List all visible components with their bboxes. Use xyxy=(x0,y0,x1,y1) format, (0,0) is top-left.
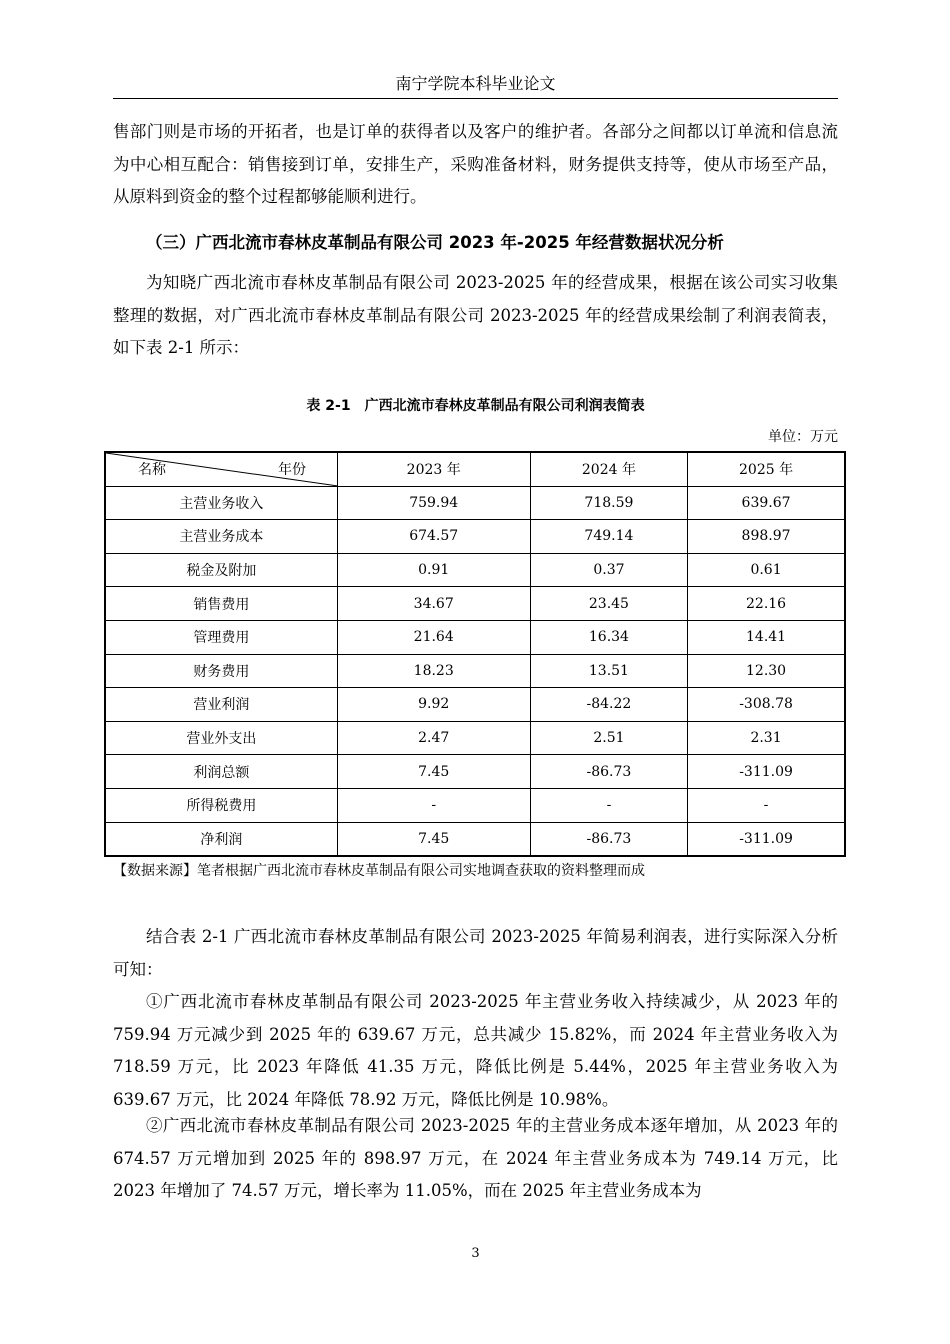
table-header-row xyxy=(105,452,845,486)
cell-value: 2.47 xyxy=(337,721,530,755)
cell-value: 7.45 xyxy=(337,822,530,856)
header-rule xyxy=(113,98,838,99)
table-row xyxy=(105,553,845,587)
cell-value: -311.09 xyxy=(688,822,845,856)
cell-value: -86.73 xyxy=(530,755,687,789)
table-unit: 单位：万元 xyxy=(768,429,838,445)
cell-value: 0.37 xyxy=(530,553,687,587)
paragraph-2: 为知晓广西北流市春林皮革制品有限公司 2023-2025 年的经营成果，根据在该公司实习收集整理的数据，对广西北流市春林皮革制品有限公司 2023-2025 年的经营成果绘制了利润表简表，如下表 2-1 所示： xyxy=(113,273,838,357)
header-name-label: 名称 xyxy=(138,462,166,478)
table-row xyxy=(105,822,845,856)
cell-value: 718.59 xyxy=(530,486,687,520)
data-source-note: 【数据来源】笔者根据广西北流市春林皮革制品有限公司实地调查获取的资料整理而成 xyxy=(113,863,645,879)
cell-value: 23.45 xyxy=(530,587,687,621)
cell-value: 34.67 xyxy=(337,587,530,621)
cell-value: 0.91 xyxy=(337,553,530,587)
cell-value: -308.78 xyxy=(688,688,845,722)
cell-value: 16.34 xyxy=(530,620,687,654)
cell-value: - xyxy=(688,788,845,822)
cell-value: 898.97 xyxy=(688,520,845,554)
year-header: 2024 年 xyxy=(530,452,687,486)
section-heading: （三）广西北流市春林皮革制品有限公司 2023 年-2025 年经营数据状况分析 xyxy=(146,233,724,252)
row-name: 财务费用 xyxy=(105,654,337,688)
row-name: 营业外支出 xyxy=(105,721,337,755)
cell-value: -84.22 xyxy=(530,688,687,722)
paragraph-4: ①广西北流市春林皮革制品有限公司 2023-2025 年主营业务收入持续减少，从 2023 年的 759.94 万元减少到 2025 年的 639.67 万元，总共减少 15.82%，而 2024 年主营业务收入为 718.59 万元，比 2023 年降低 41.35 万元，降低比例是 5.44%，2025 年主营业务收入为 639.67 万元，比 2024 年降低 78.92 万元，降低比例是 10.98%。 xyxy=(113,992,838,1109)
table-caption: 表 2-1 广西北流市春林皮革制品有限公司利润表简表 xyxy=(306,398,645,414)
cell-value: 13.51 xyxy=(530,654,687,688)
table-row xyxy=(105,486,845,520)
cell-value: - xyxy=(530,788,687,822)
cell-value: 0.61 xyxy=(688,553,845,587)
row-name: 利润总额 xyxy=(105,755,337,789)
cell-value: 749.14 xyxy=(530,520,687,554)
paragraph-5: ②广西北流市春林皮革制品有限公司 2023-2025 年的主营业务成本逐年增加，从 2023 年的 674.57 万元增加到 2025 年的 898.97 万元，在 2024 年主营业务成本为 749.14 万元，比 2023 年增加了 74.57 万元，增长率为 11.05%，而在 2025 年主营业务成本为 xyxy=(113,1116,838,1200)
cell-value: 14.41 xyxy=(688,620,845,654)
table-row xyxy=(105,788,845,822)
cell-value: 18.23 xyxy=(337,654,530,688)
cell-value: 759.94 xyxy=(337,486,530,520)
cell-value: 9.92 xyxy=(337,688,530,722)
diagonal-header-cell xyxy=(105,452,337,486)
table-row xyxy=(105,755,845,789)
row-name: 营业利润 xyxy=(105,688,337,722)
cell-value: 12.30 xyxy=(688,654,845,688)
row-name: 销售费用 xyxy=(105,587,337,621)
cell-value: -311.09 xyxy=(688,755,845,789)
cell-value: 22.16 xyxy=(688,587,845,621)
table-row xyxy=(105,654,845,688)
running-header: 南宁学院本科毕业论文 xyxy=(395,74,556,93)
page-number: 3 xyxy=(471,1246,480,1261)
cell-value: 7.45 xyxy=(337,755,530,789)
cell-value: 674.57 xyxy=(337,520,530,554)
table-row xyxy=(105,587,845,621)
cell-value: 639.67 xyxy=(688,486,845,520)
row-name: 主营业务收入 xyxy=(105,486,337,520)
year-header: 2025 年 xyxy=(688,452,845,486)
year-header: 2023 年 xyxy=(337,452,530,486)
cell-value: 21.64 xyxy=(337,620,530,654)
table-row xyxy=(105,520,845,554)
table-row xyxy=(105,688,845,722)
cell-value: -86.73 xyxy=(530,822,687,856)
table-row xyxy=(105,620,845,654)
cell-value: 2.51 xyxy=(530,721,687,755)
cell-value: 2.31 xyxy=(688,721,845,755)
cell-value: - xyxy=(337,788,530,822)
row-name: 所得税费用 xyxy=(105,788,337,822)
row-name: 净利润 xyxy=(105,822,337,856)
paragraph-3: 结合表 2-1 广西北流市春林皮革制品有限公司 2023-2025 年简易利润表，进行实际深入分析可知： xyxy=(113,927,838,979)
header-year-label: 年份 xyxy=(278,462,306,478)
row-name: 税金及附加 xyxy=(105,553,337,587)
paragraph-1: 售部门则是市场的开拓者，也是订单的获得者以及客户的维护者。各部分之间都以订单流和信息流为中心相互配合：销售接到订单，安排生产，采购准备材料，财务提供支持等，使从市场至产品，从原料到资金的整个过程都够能顺利进行。 xyxy=(113,122,838,206)
table-row xyxy=(105,721,845,755)
row-name: 管理费用 xyxy=(105,620,337,654)
row-name: 主营业务成本 xyxy=(105,520,337,554)
profit-table xyxy=(104,451,846,857)
